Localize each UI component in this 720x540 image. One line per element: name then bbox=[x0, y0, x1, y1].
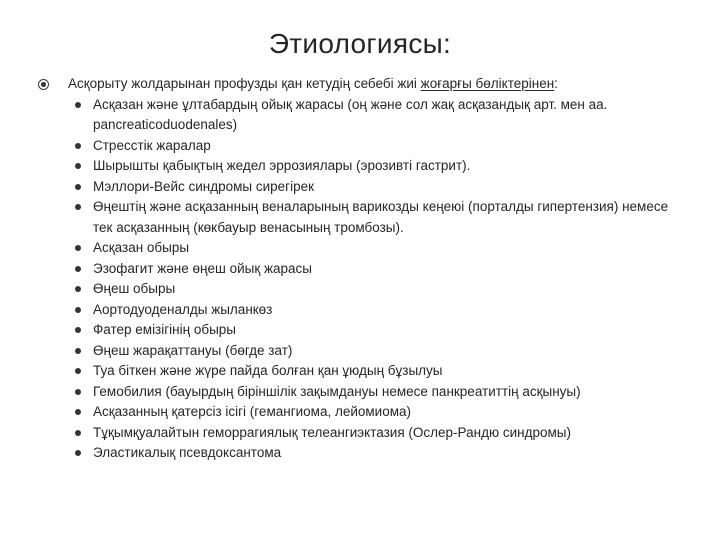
circle-bullet-icon bbox=[38, 79, 49, 90]
list-item-text: Өңештің және асқазанның веналарының варикозды кеңеюі (порталды гипертензия) немесе тек асқазанның (көкбауыр венасының тромбозы). bbox=[93, 199, 669, 235]
list-item bbox=[93, 259, 688, 280]
lead-text-before: Асқорыту жолдарынан профузды қан кетудің себебі жиі bbox=[68, 76, 421, 91]
list-item bbox=[93, 156, 688, 177]
list-item bbox=[93, 382, 688, 403]
list-item bbox=[93, 443, 688, 464]
list-item bbox=[93, 320, 688, 341]
bullet-icon bbox=[75, 348, 81, 354]
list-item bbox=[93, 279, 688, 300]
list-item-text: Стресстік жаралар bbox=[93, 137, 211, 153]
bullet-icon bbox=[75, 389, 81, 395]
list-item bbox=[93, 361, 688, 382]
bullet-icon bbox=[75, 307, 81, 313]
etiology-list bbox=[38, 95, 688, 464]
bullet-icon bbox=[75, 102, 81, 108]
bullet-icon bbox=[75, 163, 81, 169]
list-item-text: Өңеш обыры bbox=[93, 281, 176, 296]
lead-text-after: : bbox=[554, 76, 558, 91]
list-item-text: Туа біткен және жүре пайда болған қан ұюдың бұзылуы bbox=[93, 363, 443, 378]
slide-title: Этиологиясы: bbox=[268, 28, 452, 59]
list-item-text: Эластикалық псевдоксантома bbox=[93, 445, 282, 460]
bullet-icon bbox=[75, 450, 81, 456]
bullet-icon bbox=[75, 286, 81, 292]
list-item bbox=[93, 341, 688, 362]
bullet-icon bbox=[75, 266, 81, 272]
bullet-icon bbox=[75, 245, 81, 251]
bullet-icon bbox=[75, 368, 81, 374]
lead-paragraph bbox=[38, 74, 688, 95]
list-item bbox=[93, 402, 688, 423]
slide-content bbox=[38, 74, 688, 464]
bullet-icon bbox=[75, 409, 81, 415]
bullet-icon bbox=[75, 204, 81, 210]
bullet-icon bbox=[75, 430, 81, 436]
list-item bbox=[93, 95, 688, 136]
lead-text-underlined: жоғарғы бөліктерінен bbox=[420, 76, 555, 91]
bullet-icon bbox=[75, 327, 81, 333]
list-item bbox=[93, 136, 688, 157]
list-item-text: Асқазанның қатерсіз ісігі (гемангиома, лейомиома) bbox=[93, 404, 412, 419]
bullet-icon bbox=[75, 184, 81, 190]
list-item-text: Аортодуоденалды жыланкөз bbox=[93, 301, 273, 317]
list-item-text: Асқазан обыры bbox=[93, 240, 190, 255]
list-item bbox=[93, 197, 688, 238]
list-item-text: Тұқымқуалайтын геморрагиялық телеангиэктазия (Ослер-Рандю синдромы) bbox=[93, 424, 571, 440]
list-item-text: Эзофагит және өңеш ойық жарасы bbox=[93, 260, 312, 276]
list-item-text: Гемобилия (бауырдың біріншілік зақымдануы немесе панкреатиттің асқынуы) bbox=[93, 383, 581, 399]
list-item bbox=[93, 300, 688, 321]
list-item-text: Асқазан және ұлтабардың ойық жарасы (оң және сол жақ асқазандық арт. мен аа. pancreaticoduodenales) bbox=[93, 96, 608, 132]
list-item-text: Мэллори-Вейс синдромы сирегірек bbox=[93, 178, 315, 194]
list-item bbox=[93, 238, 688, 259]
list-item-text: Өңеш жарақаттануы (бөгде зат) bbox=[93, 342, 293, 358]
list-item-text: Шырышты қабықтың жедел эррозиялары (эрозивті гастрит). bbox=[93, 158, 471, 173]
list-item bbox=[93, 177, 688, 198]
list-item-text: Фатер емізігінің обыры bbox=[93, 322, 236, 337]
bullet-icon bbox=[75, 143, 81, 149]
list-item bbox=[93, 423, 688, 444]
